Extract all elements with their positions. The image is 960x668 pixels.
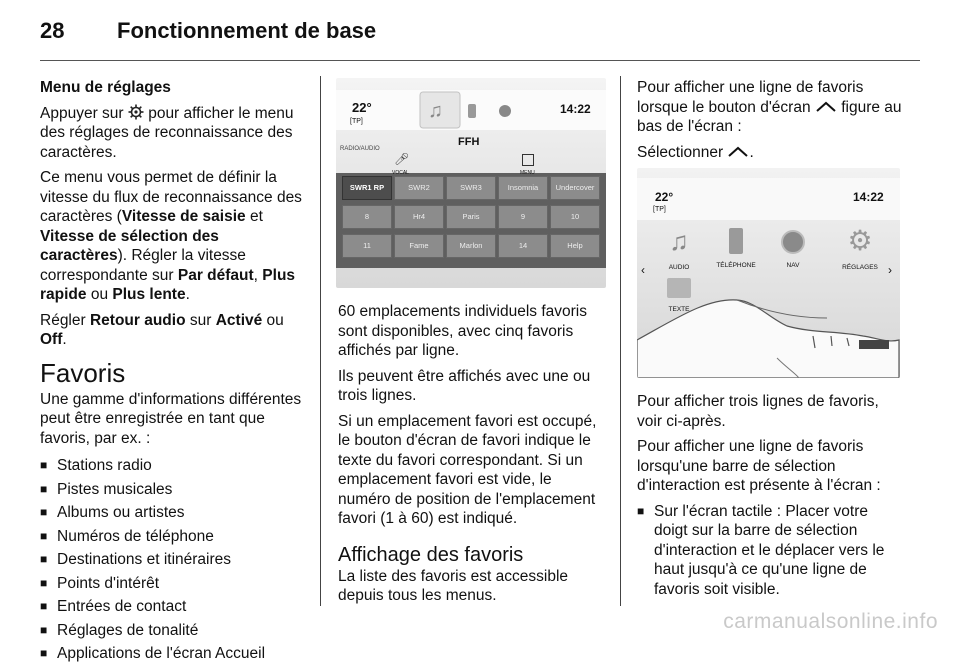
- app-label: AUDIO: [668, 264, 690, 271]
- page-number: 28: [40, 18, 65, 43]
- watermark: carmanualsonline.info: [723, 610, 938, 633]
- middle-paragraph-3: Si un emplacement favori est occupé, le bouton d'écran de favori indique le texte du favori correspondant. Si un emplacement favori est vide, le numéro de position de l'emplacement favori (1 à 60) est indiqué.: [338, 412, 597, 527]
- app-audio[interactable]: [659, 226, 699, 274]
- screen2-temperature: 22°: [655, 190, 674, 204]
- screen1-tp: [TP]: [350, 118, 363, 125]
- chevron-right-icon[interactable]: ›: [888, 263, 892, 277]
- right-list: [637, 502, 905, 600]
- right-column: [637, 78, 905, 168]
- middle-paragraph-2: Ils peuvent être affichés avec une ou trois lignes.: [338, 367, 591, 404]
- screen2-tp: [TP]: [653, 206, 666, 213]
- favorite-button[interactable]: SWR1 RP: [342, 176, 392, 200]
- screen1-nav-icon[interactable]: [499, 105, 511, 117]
- favorite-button[interactable]: Fame: [394, 234, 444, 258]
- favorite-button[interactable]: Marlon: [446, 234, 496, 258]
- list-item: ■ Destinations et itinéraires: [40, 551, 232, 568]
- favorite-button[interactable]: SWR2: [394, 176, 444, 200]
- favoris-list: [40, 456, 306, 664]
- favorites-row-1: [342, 176, 600, 200]
- chevron-up-icon: [815, 101, 837, 113]
- favorite-button[interactable]: Paris: [446, 205, 496, 229]
- microphone-icon[interactable]: 🎤︎: [394, 152, 410, 166]
- app-settings[interactable]: [835, 226, 885, 274]
- compass-icon: [781, 230, 805, 254]
- favorite-button[interactable]: SWR3: [446, 176, 496, 200]
- text-message-icon: [667, 278, 691, 298]
- favorites-screen-figure: [336, 78, 606, 288]
- left-paragraph-2: Ce menu vous permet de définir la vitesse du flux de reconnaissance des caractères (Vitesse de saisie et Vitesse de sélection des caractères). Régler la vitesse correspondante sur Par défaut, Plus rapide ou Plus lente.: [40, 169, 302, 303]
- favorites-row-2: [342, 205, 600, 229]
- screen2-time: 14:22: [853, 190, 884, 204]
- favorite-button[interactable]: Help: [550, 234, 600, 258]
- favorite-button[interactable]: 8: [342, 205, 392, 229]
- favorite-button[interactable]: Hr4: [394, 205, 444, 229]
- home-screen-figure: [637, 168, 900, 378]
- screen1-station-name: FFH: [458, 136, 480, 148]
- settings-gear-icon: [128, 104, 144, 120]
- screen1-radio-label: RADIO/AUDIO: [340, 146, 380, 152]
- list-item: ■ Sur l'écran tactile : Placer votre doigt sur la barre de sélection d'interaction et le déplacer vers le haut jusqu'à ce qu'une ligne de favoris soit visible.: [637, 502, 885, 598]
- app-label: NAV: [786, 262, 800, 269]
- header-divider: [40, 60, 920, 61]
- right-paragraph-2: Sélectionner .: [637, 143, 754, 161]
- list-item: ■ Réglages de tonalité: [40, 621, 199, 639]
- screen1-menu-label: MENU: [520, 170, 535, 176]
- column-divider-right: [620, 76, 621, 606]
- right-column-lower: [637, 392, 905, 603]
- screen1-temperature: 22°: [352, 100, 372, 115]
- middle-paragraph-4: La liste des favoris est accessible depuis tous les menus.: [338, 567, 569, 604]
- screen1-time: 14:22: [560, 102, 591, 116]
- list-item: ■ Points d'intérêt: [40, 574, 160, 592]
- favoris-heading: Favoris: [40, 357, 126, 388]
- music-note-icon: ♫: [669, 226, 689, 256]
- chevron-left-icon[interactable]: ‹: [641, 263, 645, 277]
- left-paragraph-1: Appuyer sur pour afficher le menu des réglages de reconnaissance des caractères.: [40, 104, 294, 161]
- affichage-heading: Affichage des favoris: [338, 543, 524, 566]
- left-paragraph-3: Régler Retour audio sur Activé ou Off.: [40, 311, 284, 348]
- app-nav[interactable]: [773, 226, 813, 272]
- favoris-intro: Une gamme d'informations différentes peut être enregistrée en tant que favoris, par ex. :: [40, 390, 302, 447]
- middle-column: [338, 302, 606, 612]
- favorite-button[interactable]: 11: [342, 234, 392, 258]
- app-label: RÉGLAGES: [842, 264, 878, 271]
- chevron-up-icon: [727, 146, 749, 158]
- column-divider-left: [320, 76, 321, 606]
- list-item: ■ Albums ou artistes: [40, 504, 185, 521]
- list-item: ■ Applications de l'écran Accueil: [40, 645, 266, 662]
- middle-paragraph-1: 60 emplacements individuels favoris sont disponibles, avec cinq favoris affichés par ligne.: [338, 303, 587, 359]
- app-telephone[interactable]: [713, 226, 759, 272]
- list-item: ■ Entrées de contact: [40, 598, 187, 615]
- list-item: ■ Stations radio: [40, 457, 152, 474]
- gear-icon: ⚙: [847, 225, 873, 256]
- favorite-button[interactable]: Undercover: [550, 176, 600, 200]
- right-paragraph-4: Pour afficher une ligne de favoris lorsqu'une barre de sélection d'interaction est présente à l'écran :: [637, 438, 881, 494]
- app-label: TÉLÉPHONE: [716, 262, 756, 269]
- favorites-grid: [342, 176, 600, 258]
- screen1-vocal-label: VOCAL: [392, 170, 409, 176]
- right-paragraph-3: Pour afficher trois lignes de favoris, voir ci-après.: [637, 393, 879, 430]
- favorite-button[interactable]: 10: [550, 205, 600, 229]
- screen1-music-icon[interactable]: ♫: [428, 100, 443, 122]
- phone-icon: [729, 228, 743, 254]
- list-item: ■ Pistes musicales: [40, 480, 173, 498]
- screen1-menu-icon[interactable]: [522, 154, 534, 166]
- page-title: Fonctionnement de base: [117, 18, 377, 43]
- app-label: TEXTE: [668, 306, 690, 313]
- screen1-phone-icon[interactable]: [468, 104, 476, 118]
- favorites-row-3: [342, 234, 600, 258]
- favorite-button[interactable]: 14: [498, 234, 548, 258]
- app-texte[interactable]: [659, 278, 699, 316]
- favorite-button[interactable]: Insomnia: [498, 176, 548, 200]
- right-paragraph-1: Pour afficher une ligne de favoris lorsque le bouton d'écran figure au bas de l'écran :: [637, 79, 902, 135]
- list-item: ■ Numéros de téléphone: [40, 527, 214, 545]
- favorite-button[interactable]: 9: [498, 205, 548, 229]
- left-column: [40, 78, 306, 668]
- page-header: [40, 12, 920, 52]
- menu-settings-heading: Menu de réglages: [40, 79, 171, 96]
